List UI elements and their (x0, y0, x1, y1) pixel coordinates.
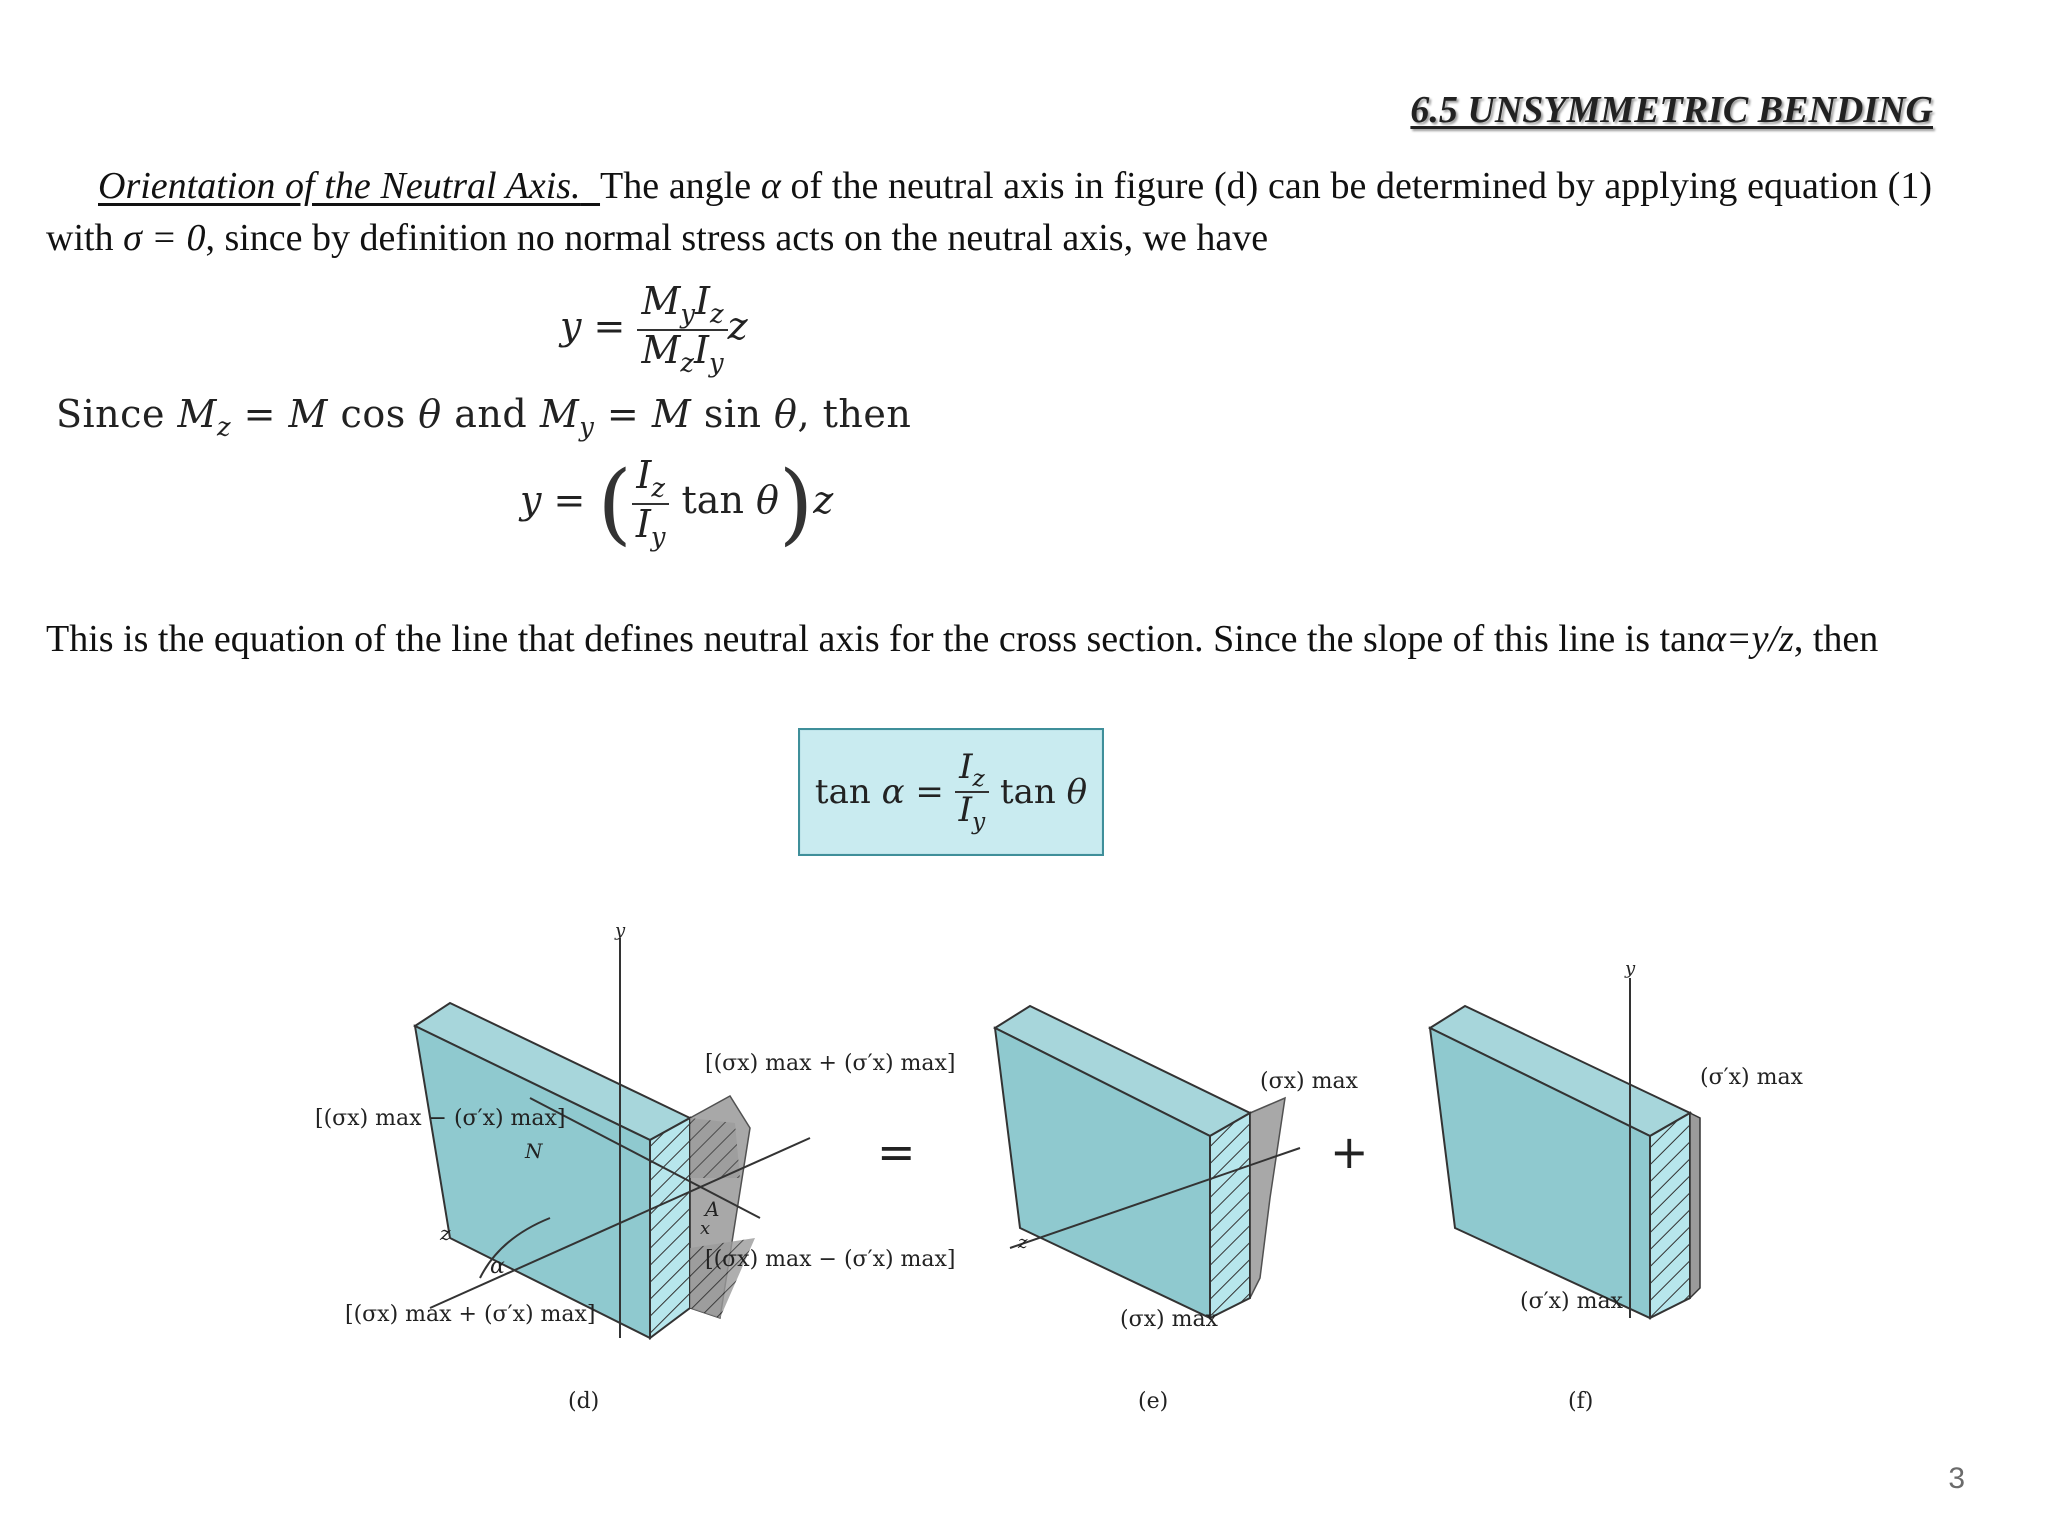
d-left-upper-label: [(σx) max − (σ′x) max] (315, 1106, 566, 1131)
intro-text-c: , since by definition no normal stress acts on the neutral axis, we have (205, 217, 1269, 259)
page-number: 3 (1948, 1462, 1965, 1495)
since-word: Since (56, 392, 178, 436)
eq1-lhs: y = (560, 304, 626, 349)
caption-f: (f) (1568, 1389, 1594, 1414)
e-lower-label: (σx) max (1120, 1307, 1218, 1332)
bending-figure (250, 918, 1830, 1438)
d-left-lower-label: [(σx) max + (σ′x) max] (345, 1302, 596, 1327)
mz-definition: $M_z = M$ cos θ (177, 392, 442, 443)
block-e (995, 1006, 1300, 1318)
d-right-upper-label: [(σx) max + (σ′x) max] (705, 1051, 956, 1076)
eq2-fraction (632, 453, 670, 553)
slope-equation: =y/z (1725, 618, 1794, 660)
slope-text-b: , then (1793, 618, 1879, 660)
f-lower-label: (σ′x) max (1520, 1289, 1623, 1314)
boxed-denominator: $I_y$ (958, 790, 986, 835)
block-f (1430, 978, 1700, 1318)
block-d (415, 938, 810, 1338)
neutral-axis-equation (560, 279, 748, 379)
eq1-denominator: $M_zI_y$ (641, 327, 724, 379)
equals-sign: = (877, 1125, 916, 1179)
eq1-numerator: $M_yI_z$ (637, 282, 727, 331)
block-e-stress (1250, 1098, 1285, 1298)
slope-text-a: This is the equation of the line that defines neutral axis for the cross section. Since the slope of this line is tan (46, 618, 1706, 660)
eq1-fraction (637, 279, 727, 379)
eq1-rhs: z (727, 304, 748, 349)
boxed-numerator: $I_z$ (955, 750, 990, 793)
my-definition: $M_y = M$ sin θ (539, 392, 798, 443)
d-y-label: y (615, 920, 626, 941)
d-a-label: A (705, 1197, 720, 1221)
eq2-trig: tan θ (681, 478, 779, 523)
neutral-axis-equation-2: y = ( $\frac{I_z}{I_y}$ tan θ)z (520, 451, 834, 555)
plus-sign: + (1330, 1125, 1369, 1179)
moment-components-line (56, 392, 911, 443)
eq2-denominator: $I_y$ (635, 501, 666, 553)
intro-text-a: The angle (600, 165, 761, 207)
sigma-zero: σ = 0 (123, 217, 206, 259)
boxed-result-equation (798, 728, 1104, 856)
intro-text-b: of the neutral axis in figure (d) can be determined by applying equation (1) with (46, 165, 1932, 259)
caption-e: (e) (1138, 1389, 1169, 1414)
block-f-stress (1690, 1113, 1700, 1298)
f-y-label: y (1625, 958, 1636, 979)
e-z-label: z (1018, 1232, 1028, 1253)
boxed-trig: tan θ (989, 772, 1088, 812)
eq2-numerator: $I_z$ (632, 456, 670, 505)
slope-paragraph (46, 615, 1932, 663)
d-right-lower-label: [(σx) max − (σ′x) max] (705, 1247, 956, 1272)
boxed-fraction (955, 746, 990, 835)
block-e-section (1210, 1113, 1250, 1318)
section-heading: Orientation of the Neutral Axis. (98, 165, 581, 207)
d-z-label: z (440, 1221, 451, 1245)
alpha-symbol: α (760, 165, 781, 207)
then-word: , then (797, 392, 912, 436)
eq2-rhs: z (813, 478, 834, 523)
slope-alpha: α (1706, 618, 1726, 660)
intro-paragraph (46, 160, 1932, 264)
d-n-label: N (525, 1139, 543, 1163)
f-upper-label: (σ′x) max (1700, 1065, 1803, 1090)
d-x-label: x (700, 1218, 711, 1239)
e-upper-label: (σx) max (1260, 1069, 1358, 1094)
block-f-section (1650, 1113, 1690, 1318)
block-d-stress-top (690, 1118, 740, 1178)
d-alpha-label: α (490, 1254, 505, 1279)
eq2-lhs: y = (520, 478, 586, 523)
and-word: and (441, 392, 540, 436)
block-d-section (650, 1118, 690, 1338)
caption-d: (d) (568, 1389, 600, 1414)
boxed-lhs: tan α = (814, 772, 955, 812)
slide-title: 6.5 UNSYMMETRIC BENDING (1410, 89, 1933, 131)
